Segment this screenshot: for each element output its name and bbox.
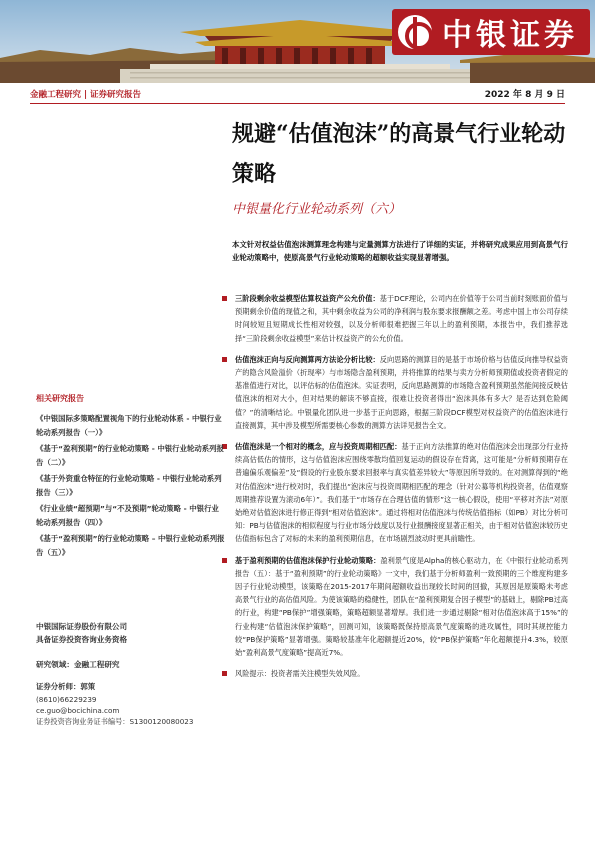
- brand-logo: [392, 9, 590, 55]
- report-category: 金融工程研究 | 证券研究报告: [30, 89, 142, 100]
- report-subtitle: 中银量化行业轮动系列（六）: [232, 202, 402, 217]
- analyst-license: 证券投资咨询业务证书编号：S1300120080023: [36, 717, 194, 726]
- risk-warning: [222, 667, 568, 680]
- header-banner: [0, 0, 595, 83]
- report-date: 2022 年 8 月 9 日: [484, 90, 565, 100]
- bullet-square-icon: [222, 671, 227, 676]
- bullet-square-icon: [222, 357, 227, 362]
- key-point-heading: 基于盈利预期的估值泡沫保护行业轮动策略：: [235, 555, 381, 565]
- key-point: [222, 353, 568, 432]
- related-report-link[interactable]: 《行业业绩“超预期”与“不及预期”轮动策略 - 中银行业轮动系列报告（四）》: [36, 504, 219, 527]
- report-meta-bar: [30, 84, 565, 104]
- related-reports-heading: 相关研究报告: [36, 394, 84, 403]
- company-info: [36, 620, 226, 646]
- related-report-link[interactable]: 《基于“盈利预期”的行业轮动策略 – 中银行业轮动系列报告（五）》: [36, 534, 225, 557]
- key-point-heading: 估值泡沫是一个相对的概念，应与投资周期相匹配：: [235, 442, 402, 452]
- brand-name: 中银证券: [442, 18, 578, 53]
- key-point: [222, 554, 568, 660]
- research-area: 研究领域：金融工程研究: [36, 660, 120, 669]
- company-name: 中银国际证券股份有限公司: [36, 622, 128, 631]
- key-point: [222, 292, 568, 345]
- analyst-contact: [36, 694, 193, 727]
- related-report-link[interactable]: 《基于外资重仓特征的行业轮动策略 - 中银行业轮动系列报告（三）》: [36, 474, 222, 497]
- analyst-email[interactable]: ce.guo@bocichina.com: [36, 706, 120, 715]
- key-point-heading: 三阶段剩余收益模型估算权益资产公允价值：: [235, 294, 380, 303]
- key-point-text: 盈利景气度是Alpha的核心驱动力，在《中银行业轮动系列报告（五）：基于“盈利预期”的行业轮动策略》一文中，我们基于分析师盈利一致预期的三个维度构建多因子行业轮动模型，该策略在2015-2017年期间超额收益出现较长时间的回撤，其原因是原策略未考虑高景气行业的高估值风险。为使该策略的稳健性，团队在“盈利预期复合因子模型”的基础上，剔除PB过高的行业，构建“PB保护”增强策略，策略超额显著增厚。我们进一步通过剔除“相对估值泡沫高于15%”的行业构建“估值泡沫保护策略”，回测可知，该策略既保持原高景气度策略的进攻属性，同时其规控能力较“PB保护策略”显著增强。策略较基准年化超额提近20%，较“PB保护策略”年化超额提升4.3%，较原始“盈利高景气度策略”提高近7%。: [235, 555, 568, 658]
- risk-warning-text: 风险提示：投资者需关注模型失效风险。: [235, 669, 365, 679]
- key-point-heading: 估值泡沫正向与反向测算两方法论分析比较：: [235, 354, 380, 364]
- key-point-text: 基于正向方法推算的绝对估值泡沫会出现部分行业持续高估低估的情形，这与估值泡沫应围绕零散均值回复运动的假设存在背离，这可能是“分析师预期存在普遍偏乐观偏差”及“假设的行业股东要求回报率与真实值差异较大”等原因所导致的。在对测算得到的“绝对估值泡沫”进行校对时，我们提出“泡沫应与投资周期相匹配的理念（针对公募等机构投资者，估值观察周期推荐设置为滚动6年）”。我们基于“市场存在合理估值的情形”这一核心假设，使用“平移对齐法”对原始绝对估值泡沫进行修正得到“相对估值泡沫”。通过将相对估值泡沫与传统估值指标（如PB）对比分析可知：PB与估值泡沫的相似程度与行业市场分歧度以及行业报酬接度显著正相关，由于相对估值泡沫较历史估值指标包含了对标的未来的盈利预期信息，在市场剧烈波动时更具前瞻性。: [235, 442, 568, 544]
- report-title: 规避“估值泡沫”的高景气行业轮动策略: [232, 121, 566, 187]
- company-qualification: 具备证券投资咨询业务资格: [36, 635, 128, 644]
- bullet-square-icon: [222, 296, 227, 301]
- key-point-text: 反向思路的测算目的是基于市场价格与估值反向推导权益资产的隐含风险溢价（折现率）与市场隐含盈利预期，并将推算的结果与卖方分析师预期值或投资者假定的基准值进行对比，以评估标的估值泡沫。实证表明，反向思路测算的市场隐含盈利预期虽然能间接反映估值泡沫的相对大小，但对结果的解读不够直接，很难让投资者得出“泡沫具体有多大？是否达到危险阈值？”的清晰结论。中银量化团队进一步基于正向思路，根据三阶段DCF模型对权益资产的估值泡沫进行直接测算，其中涉及模型所需要核心参数的测算方法详见报告全文。: [235, 354, 568, 430]
- analyst-phone: (8610)66229239: [36, 695, 97, 704]
- related-reports-list: [36, 412, 226, 562]
- analyst-name: 证券分析师：郭策: [36, 682, 96, 691]
- key-points: [222, 292, 568, 688]
- related-report-link[interactable]: 《中银国际多策略配置视角下的行业轮动体系 - 中银行业轮动系列报告（一）》: [36, 414, 222, 437]
- key-point: [222, 440, 568, 546]
- report-summary: 本文针对权益估值泡沫测算理念构建与定量测算方法进行了详细的实证，并将研究成果应用到高景气行业轮动策略中，使原高景气行业轮动策略的超额收益实现显著增强。: [232, 240, 568, 262]
- bank-of-china-logo-icon: [398, 15, 432, 49]
- key-point-text: 基于DCF理论，公司内在价值等于公司当前时刻账面价值与预期剩余价值的现值之和，其中剩余收益为公司的净利润与股东要求报酬额之差。考虑中国上市公司存续时间较短且短期成长性相对较强，以及分析师很难把握三年以上的盈利预期，本报告中，我们推荐选择“三阶段剩余收益模型”来估计权益资产的公允价值。: [235, 294, 568, 343]
- related-report-link[interactable]: 《基于“盈利预期”的行业轮动策略 - 中银行业轮动系列报告（二）》: [36, 444, 224, 467]
